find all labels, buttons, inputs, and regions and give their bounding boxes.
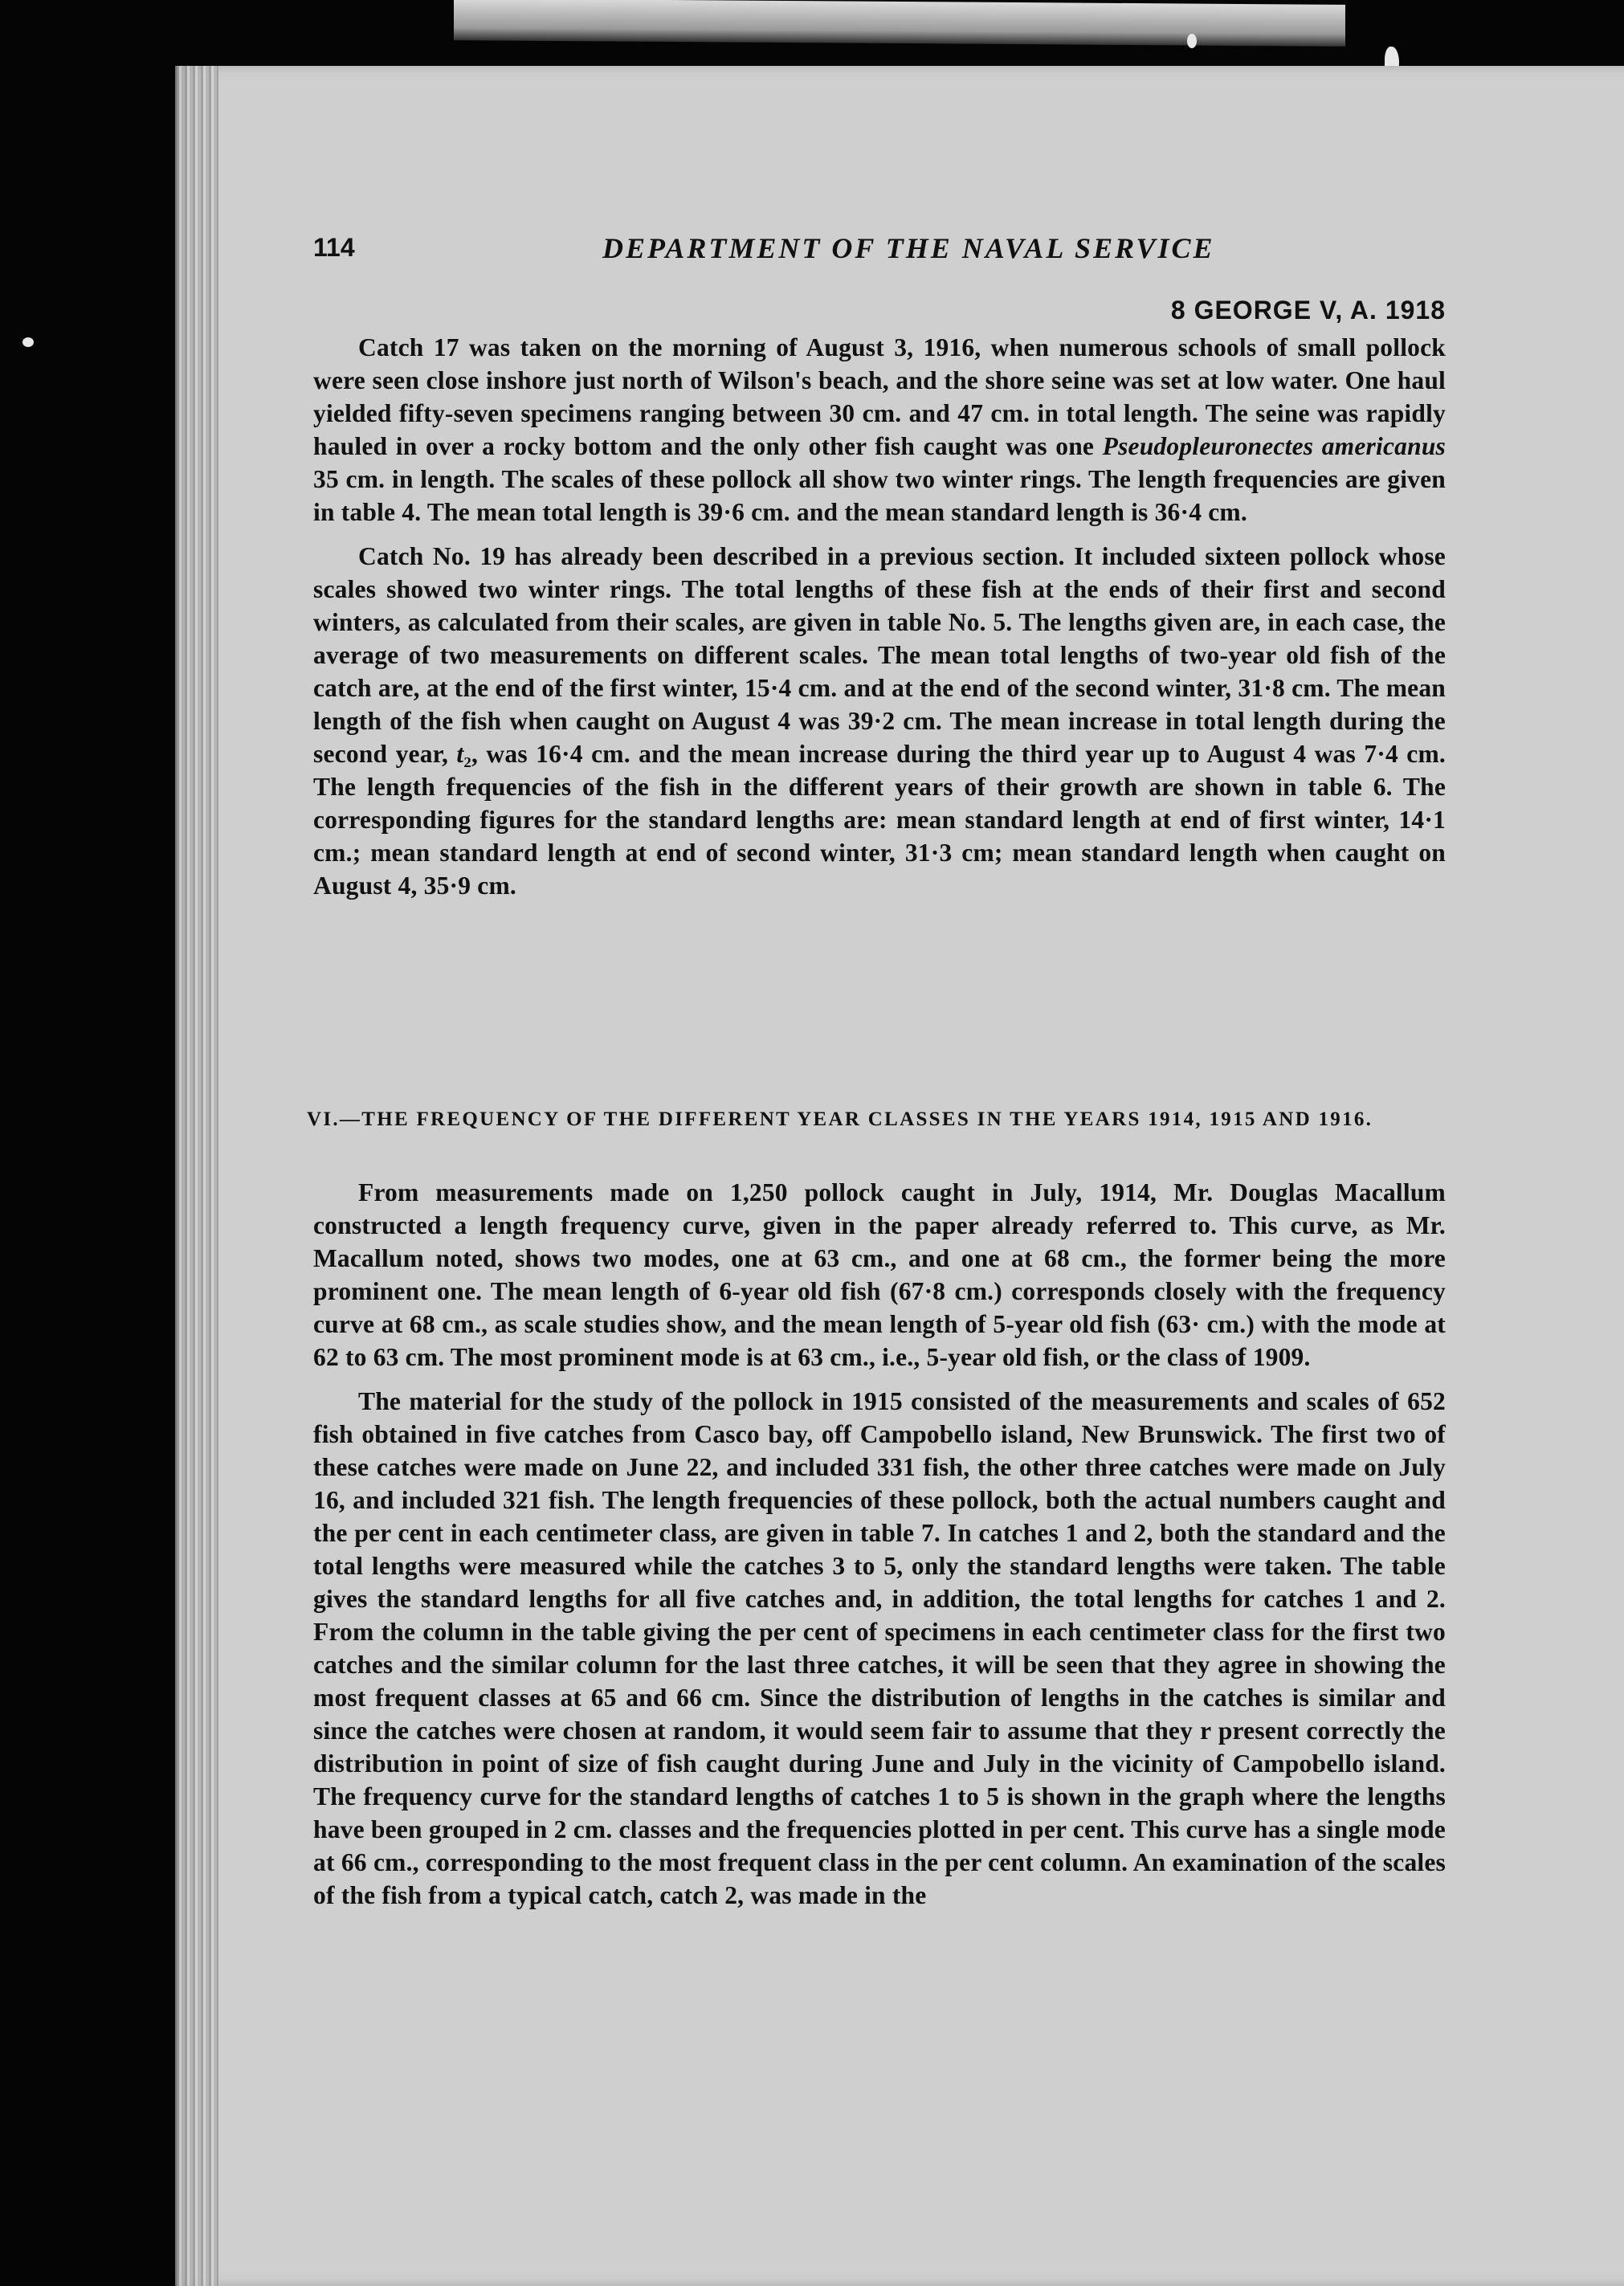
paragraph-catch-17: Catch 17 was taken on the morning of August 3, 1916, when numerous schools of small pollock were seen close inshore just north of Wilson's beach, and the shore seine was set at low water. One haul yielded fifty-seven specimens ranging between 30 cm. and 47 cm. in total length. The seine was rapidly hauled in over a rocky bottom and the only other fish caught was one Pseudopleuronectes americanus 35 cm. in length. The scales of these pollock all show two winter rings. The length frequencies are given in table 4. The mean total length is 39·6 cm. and the mean standard length is 36·4 cm.: [313, 333, 1446, 526]
scanner-edge-strip: [454, 0, 1345, 47]
running-head: DEPARTMENT OF THE NAVAL SERVICE: [602, 232, 1215, 264]
scan-speck: [1187, 34, 1197, 48]
paragraph-1915-material: The material for the study of the pollock in 1915 consisted of the measurements and scales of 652 fish obtained in five catches from Casco bay, off Campobello island, New Brunswick. The first two of these catches were made on June 22, and included 331 fish, the other three catches were made on July 16, and included 321 fish. The length frequencies of these pollock, both the actual numbers caught and the per cent in each centimeter class, are given in table 7. In catches 1 and 2, both the standard and the total lengths were measured while the catches 3 to 5, only the standard lengths were taken. The table gives the standard lengths for all five catches and, in addition, the total lengths for catches 1 and 2. From the column in the table giving the per cent of specimens in each centimeter class for the first two catches and the similar column for the last three catches, it will be seen that they agree in showing the most frequent classes at 65 and 66 cm. Since the distribution of lengths in the catches is similar and since the catches were chosen at random, it would seem fair to assume that they r present correctly the distribution in point of size of fish caught during June and July in the vicinity of Campobello island. The frequency curve for the standard lengths of catches 1 to 5 is shown in the graph where the lengths have been grouped in 2 cm. classes and the frequencies plotted in per cent. This curve has a single mode at 66 cm., corresponding to the most frequent class in the per cent column. An examination of the scales of the fish from a typical catch, catch 2, was made in the: [313, 1387, 1446, 1909]
paragraph-catch-19: Catch No. 19 has already been described in a previous section. It included sixteen pollock whose scales showed two winter rings. The total lengths of these fish at the ends of their first and second winters, as calculated from their scales, are given in table No. 5. The lengths given are, in each case, the average of two measurements on different scales. The mean total lengths of two-year old fish of the catch are, at the end of the first winter, 15·4 cm. and at the end of the second winter, 31·8 cm. The mean length of the fish when caught on August 4 was 39·2 cm. The mean increase in total length during the second year, t₂, was 16·4 cm. and the mean increase during the third year up to August 4 was 7·4 cm. The length frequencies of the fish in the different years of their growth are shown in table 6. The corresponding figures for the standard lengths are: mean standard length at end of first winter, 14·1 cm.; mean standard length at end of second winter, 31·3 cm; mean standard length when caught on August 4, 35·9 cm.: [313, 542, 1446, 900]
section-1-body: [313, 331, 1446, 902]
page-binding-edge: [177, 66, 218, 2286]
paragraph-1914-measurements: From measurements made on 1,250 pollock caught in July, 1914, Mr. Douglas Macallum constructed a length frequency curve, given in the paper already referred to. This curve, as Mr. Macallum noted, shows two modes, one at 63 cm., and one at 68 cm., the former being the more prominent one. The mean length of 6-year old fish (67·8 cm.) corresponds closely with the frequency curve at 68 cm., as scale studies show, and the mean length of 5-year old fish (63· cm.) with the mode at 62 to 63 cm. The most prominent mode is at 63 cm., i.e., 5-year old fish, or the class of 1909.: [313, 1178, 1446, 1371]
section-2-body: [313, 1176, 1446, 1912]
section-heading: VI.—THE FREQUENCY OF THE DIFFERENT YEAR CLASSES IN THE YEARS 1914, 1915 AND 1916.: [307, 1108, 1373, 1130]
scan-speck: [22, 337, 34, 347]
page-header: [313, 227, 1446, 275]
page-number: 114: [313, 233, 355, 262]
session-label: 8 GEORGE V, A. 1918: [1170, 296, 1446, 325]
